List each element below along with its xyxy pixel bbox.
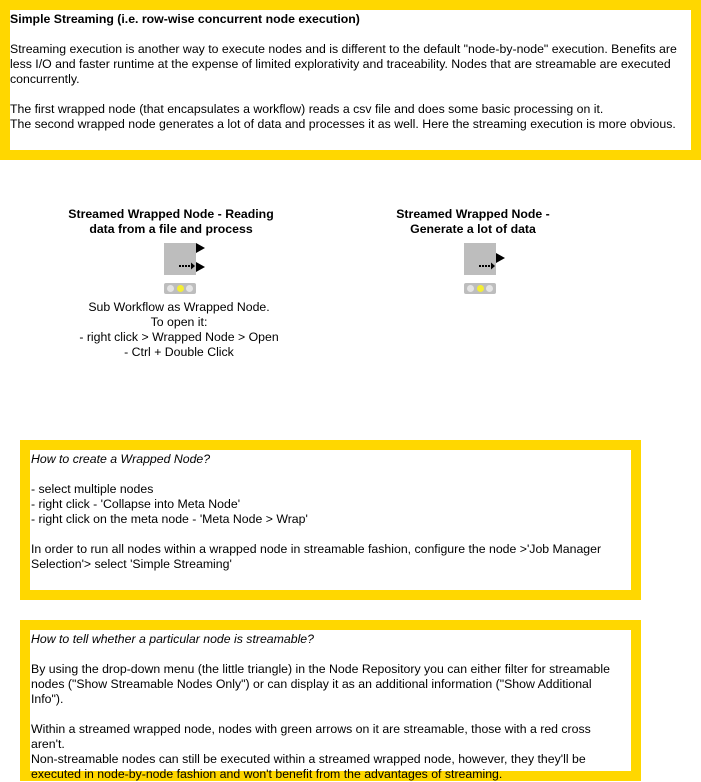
- streaming-arrow-icon: [464, 243, 496, 275]
- annotation-paragraph: By using the drop-down menu (the little triangle) in the Node Repository you can either filter for streamable nodes ("Show Streamable Nodes Only") or can display it as an additional information ("Show Additional Info").: [31, 662, 610, 706]
- status-dot-red: [467, 285, 474, 292]
- node-status-traffic-light: [464, 283, 496, 294]
- node-desc-line: - Ctrl + Double Click: [124, 345, 234, 359]
- node-desc-line: To open it:: [150, 315, 208, 329]
- node-title-reading[interactable]: [60, 207, 282, 237]
- node-desc-line: - right click > Wrapped Node > Open: [79, 330, 279, 344]
- output-ports[interactable]: [496, 252, 508, 266]
- node-status-traffic-light: [164, 283, 196, 294]
- annotation-step: - right click on the meta node - 'Meta Node > Wrap': [31, 512, 308, 526]
- annotation-step: - right click - 'Collapse into Meta Node': [31, 497, 241, 511]
- annotation-title: Simple Streaming (i.e. row-wise concurrent node execution): [10, 12, 360, 26]
- node-description[interactable]: [60, 300, 298, 360]
- annotation-paragraph: Streaming execution is another way to execute nodes and is different to the default "node-by-node" execution. Benefits are less I/O and faster runtime at the expense of limited explorativity and traceability. Nodes that are streamable are executed concurrently.: [10, 42, 677, 86]
- annotation-paragraph: In order to run all nodes within a wrapped node in streamable fashion, configure the node >'Job Manager Selection'> select 'Simple Streaming': [31, 542, 602, 571]
- status-dot-yellow: [177, 285, 184, 292]
- node-title-line: Streamed Wrapped Node - Reading: [68, 207, 274, 221]
- annotation-line: The second wrapped node generates a lot of data and processes it as well. Here the streaming execution is more obvious.: [10, 117, 676, 131]
- status-dot-green: [486, 285, 493, 292]
- output-ports[interactable]: [196, 240, 208, 276]
- annotation-line: The first wrapped node (that encapsulates a workflow) reads a csv file and does some basic processing on it.: [10, 102, 604, 116]
- status-dot-green: [186, 285, 193, 292]
- status-dot-yellow: [477, 285, 484, 292]
- annotation-create-wrapped-node[interactable]: [20, 440, 641, 600]
- annotation-intro[interactable]: [0, 0, 701, 160]
- wrapped-node-reading[interactable]: [164, 243, 196, 275]
- annotation-title: How to tell whether a particular node is streamable?: [31, 632, 314, 646]
- annotation-streamable[interactable]: [20, 620, 641, 781]
- node-title-generate[interactable]: [380, 207, 566, 237]
- annotation-title: How to create a Wrapped Node?: [31, 452, 211, 466]
- annotation-step: - select multiple nodes: [31, 482, 154, 496]
- node-title-line: Streamed Wrapped Node -: [396, 207, 550, 221]
- annotation-paragraph: Non-streamable nodes can still be executed within a streamed wrapped node, however, they they'll be executed in node-by-node fashion and won't benefit from the advantages of streaming.: [31, 752, 586, 781]
- node-title-line: data from a file and process: [89, 222, 253, 236]
- node-desc-line: Sub Workflow as Wrapped Node.: [88, 300, 270, 314]
- node-title-line: Generate a lot of data: [410, 222, 536, 236]
- annotation-paragraph: Within a streamed wrapped node, nodes with green arrows on it are streamable, those with a red cross aren't.: [31, 722, 591, 751]
- output-port-triangle-icon: [496, 253, 505, 263]
- streaming-arrow-icon: [164, 243, 196, 275]
- status-dot-red: [167, 285, 174, 292]
- output-port-triangle-icon: [196, 243, 205, 253]
- output-port-triangle-icon: [196, 262, 205, 272]
- wrapped-node-generate[interactable]: [464, 243, 496, 275]
